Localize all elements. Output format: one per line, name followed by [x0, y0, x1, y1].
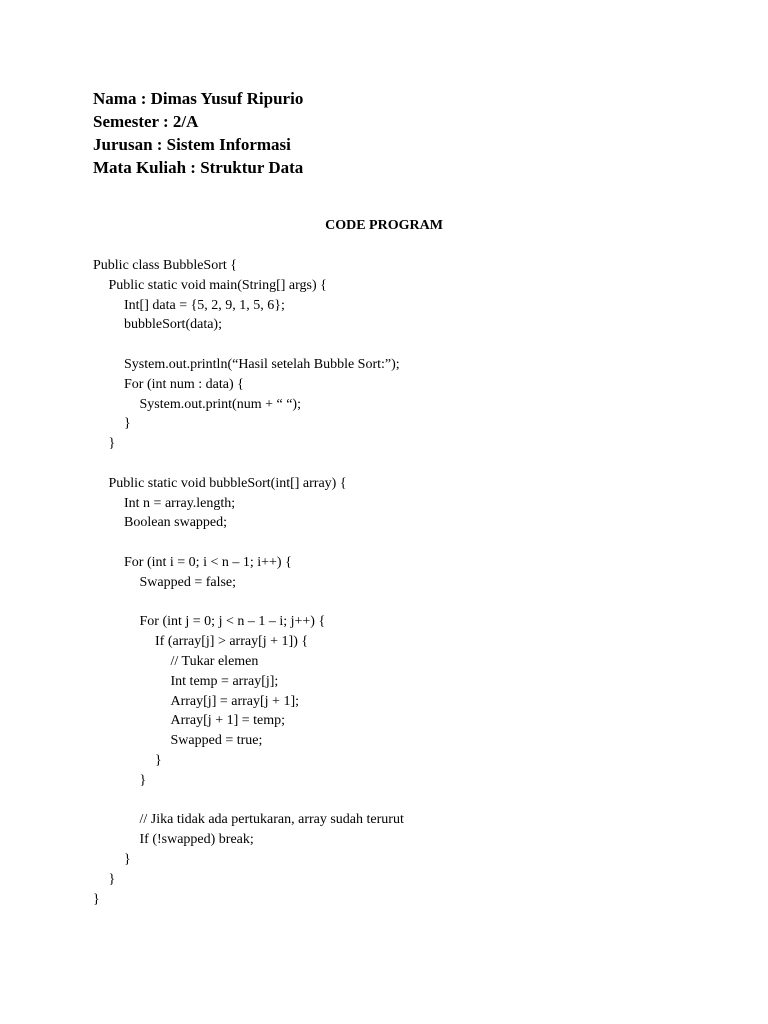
code-line: Public static void bubbleSort(int[] array) {	[108, 475, 347, 491]
student-name: Nama : Dimas Yusuf Ripurio	[93, 89, 304, 108]
code-line: // Jika tidak ada pertukaran, array sudah terurut	[139, 812, 404, 828]
code-line: Public class BubbleSort {	[93, 258, 237, 273]
code-line: Public static void main(String[] args) {	[108, 277, 327, 293]
code-line: }	[108, 436, 116, 452]
section-title: CODE PROGRAM	[325, 218, 443, 233]
code-line: If (!swapped) break;	[139, 832, 254, 848]
code-line: }	[155, 752, 162, 768]
code-line	[93, 454, 733, 474]
code-line: System.out.println(“Hasil setelah Bubble Sort:”);	[124, 356, 400, 372]
code-line: }	[124, 851, 131, 867]
code-line: // Tukar elemen	[170, 653, 259, 669]
code-line	[93, 791, 733, 811]
code-line: Int temp = array[j];	[170, 673, 279, 689]
code-line: Int[] data = {5, 2, 9, 1, 5, 6};	[124, 297, 285, 313]
code-line: Array[j + 1] = temp;	[170, 713, 286, 729]
code-line: For (int j = 0; j < n – 1 – i; j++) {	[139, 614, 326, 630]
code-line	[93, 593, 733, 613]
student-info-header	[93, 87, 303, 179]
code-line	[93, 533, 733, 553]
code-line: }	[124, 416, 131, 432]
code-line: For (int num : data) {	[124, 376, 244, 392]
code-line: }	[139, 772, 147, 788]
code-line: Swapped = true;	[170, 733, 263, 749]
code-line: Int n = array.length;	[124, 495, 236, 511]
code-line: Array[j] = array[j + 1];	[170, 693, 300, 709]
code-block	[93, 256, 733, 909]
code-line	[93, 335, 733, 355]
code-line: For (int i = 0; i < n – 1; i++) {	[124, 554, 292, 570]
major: Jurusan : Sistem Informasi	[93, 135, 291, 154]
code-line: Swapped = false;	[139, 574, 237, 590]
code-line: }	[93, 891, 100, 907]
code-line: System.out.print(num + “ “);	[139, 396, 301, 412]
code-line: If (array[j] > array[j + 1]) {	[155, 634, 309, 650]
code-line: }	[108, 871, 116, 887]
code-line: bubbleSort(data);	[124, 317, 222, 333]
code-line: Boolean swapped;	[124, 515, 228, 531]
course: Mata Kuliah : Struktur Data	[93, 158, 304, 177]
semester: Semester : 2/A	[93, 112, 199, 131]
